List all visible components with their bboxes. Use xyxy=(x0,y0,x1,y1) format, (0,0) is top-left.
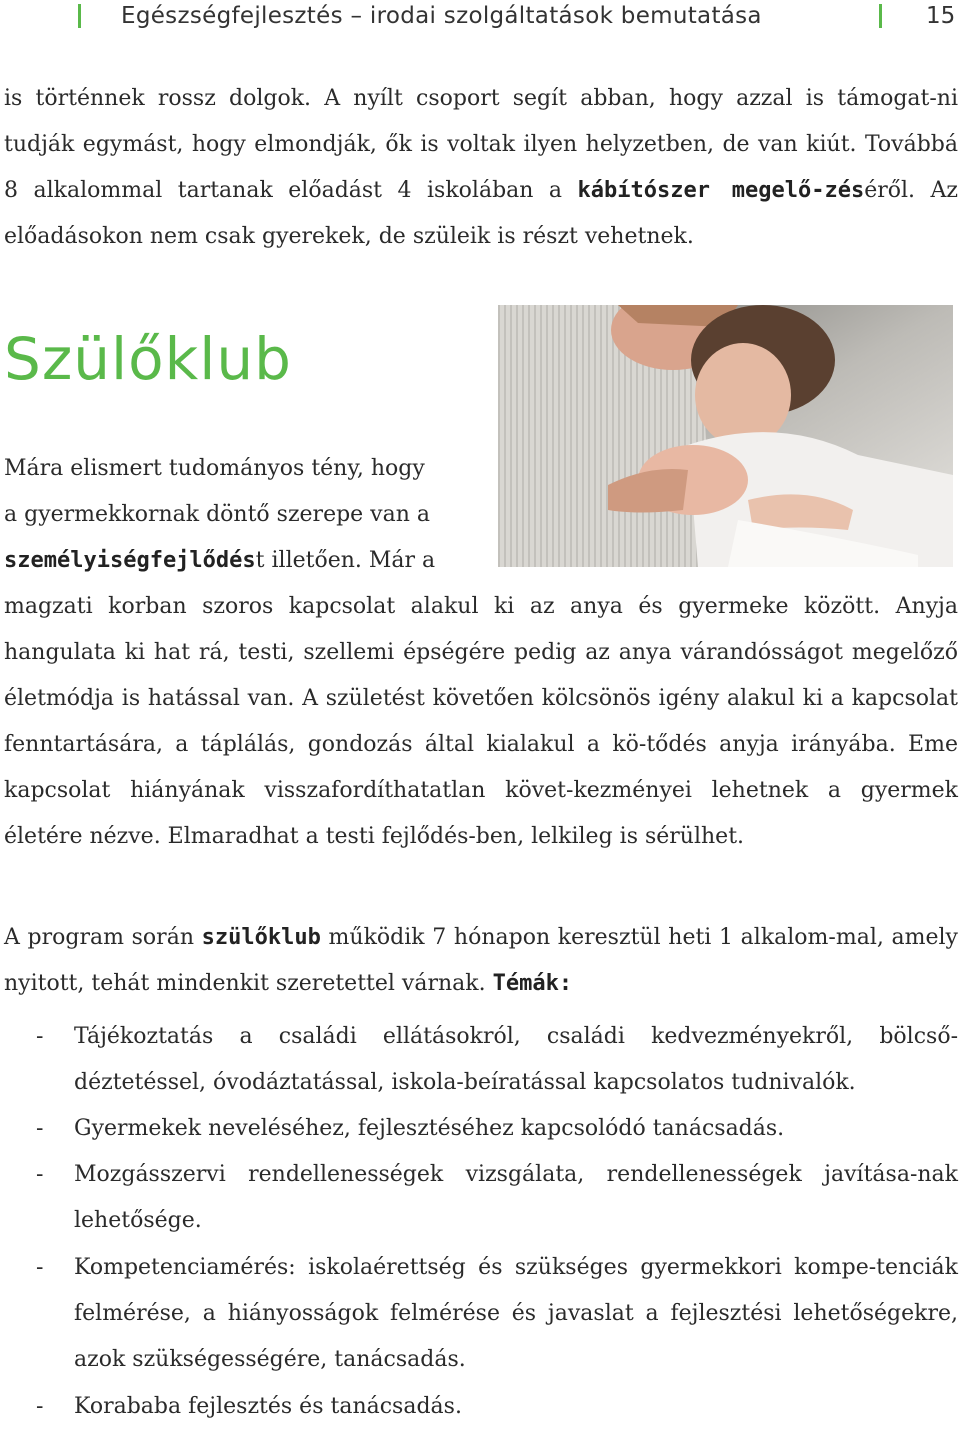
list-dash: - xyxy=(36,1116,44,1141)
section-paragraph-1: magzati korban szoros kapcsolat alakul ki az anya és gyermeke között. Anyja hangulata ki hat rá, testi, szellemi épségére pedig az anya várandósságot megelőző életmódja is hatással van. A születést követően kölcsönös igény alakul ki a kapcsolat fenntartására, a táplálás, gondozás által kialakul a kö-tődés anyja irányába. Eme kapcsolat hiányának visszafordíthatatlan követ-kezményei lehetnek a gyermek életére nézve. Elmaradhat a testi fejlődés-ben, lelkileg is sérülhet. xyxy=(4,594,958,849)
intro-text-2: éről. Az előadásokon nem csak gyerekek, de szüleik is részt vehetnek. xyxy=(4,178,958,249)
p2-text-2: működik 7 hónapon keresztül heti 1 alkalom-mal, amely nyitott, tehát mindenkit szeretettel várnak. xyxy=(4,925,958,996)
p2-bold-club: szülőklub xyxy=(201,925,321,950)
list-item-text: Tájékoztatás a családi ellátásokról, családi kedvezményekről, bölcső-déztetéssel, óvodáztatással, iskola-beíratással kapcsolatos tudnivalók. xyxy=(74,1024,958,1095)
parents-with-baby-photo xyxy=(498,305,953,567)
section-paragraph-2 xyxy=(4,915,958,1007)
page-header xyxy=(0,0,960,34)
p2-bold-topics: Témák: xyxy=(492,971,573,996)
list-item-text: Korababa fejlesztés és tanácsadás. xyxy=(74,1394,462,1419)
intro-paragraph xyxy=(4,76,958,260)
p2-text-1: A program során xyxy=(4,925,202,950)
intro-bold-term: kábítószer megelő-zés xyxy=(577,178,865,203)
list-dash: - xyxy=(36,1255,44,1280)
header-divider-left xyxy=(78,4,81,28)
section-title: Szülőklub xyxy=(4,325,292,393)
list-dash: - xyxy=(36,1394,44,1419)
list-item-text: Gyermekek neveléséhez, fejlesztéséhez kapcsolódó tanácsadás. xyxy=(74,1116,785,1141)
section-bold-term: személyiségfejlődés xyxy=(4,548,256,573)
section-line-3-rest: t illetően. Már a xyxy=(255,548,436,573)
section-line-3 xyxy=(4,546,435,576)
section-line-2: a gyermekkornak döntő szerepe van a xyxy=(4,502,431,527)
list-dash: - xyxy=(36,1162,44,1187)
list-item-text: Kompetenciamérés: iskolaérettség és szükséges gyermekkori kompe-tenciák felmérése, a hiányosságok felmérése és javaslat a fejlesztési lehetőségekre, azok szükségességére, tanácsadás. xyxy=(74,1255,958,1372)
header-divider-right xyxy=(879,4,882,28)
list-dash: - xyxy=(36,1024,44,1049)
header-title: Egészségfejlesztés – irodai szolgáltatások bemutatása xyxy=(121,3,762,29)
intro-text-1: is történnek rossz dolgok. A nyílt csoport segít abban, hogy azzal is támogat-ni tudják egymást, hogy elmondják, ők is voltak ilyen helyzetben, de van kiút. Továbbá 8 alkalommal tartanak előadást 4 iskolában a xyxy=(4,86,958,203)
section-line-1: Mára elismert tudományos tény, hogy xyxy=(4,456,425,481)
page-number: 15 xyxy=(926,3,956,29)
list-item-text: Mozgásszervi rendellenességek vizsgálata, rendellenességek javítása-nak lehetősége. xyxy=(74,1162,958,1233)
